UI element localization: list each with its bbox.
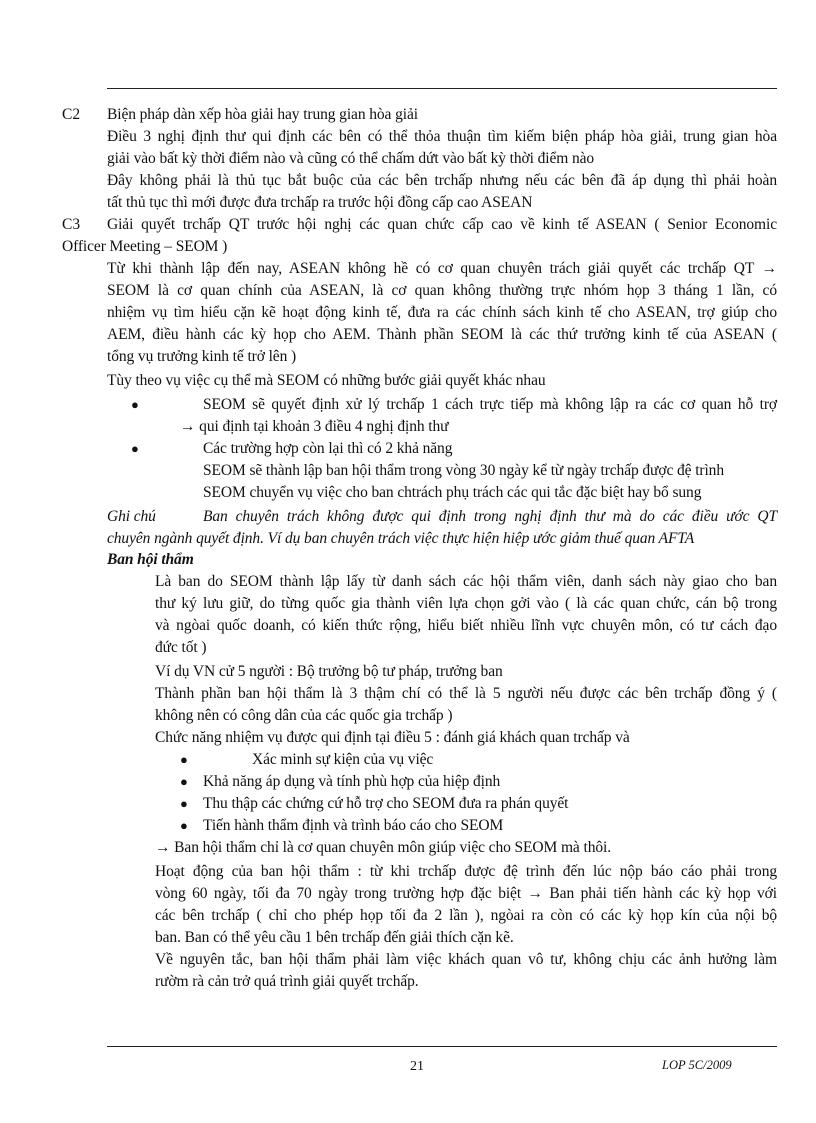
c2-text-line: giải vào bất kỳ thời điểm nào và cũng có thể chấm dứt vào bất kỳ thời điểm nào xyxy=(107,150,595,167)
bht-principle: Về nguyên tắc, ban hội thẩm phải làm việc khách quan vô tư, không chịu các ảnh hưởng làm xyxy=(155,951,777,968)
bht-function-item: Khả năng áp dụng và tính phù hợp của hiệp định xyxy=(203,773,501,790)
note-text-cont: chuyên ngành quyết định. Ví dụ ban chuyên trách việc thực hiện hiệp ước giảm thuế quan AFTA xyxy=(107,530,695,547)
bht-paragraph-line: đức tốt ) xyxy=(155,639,207,656)
footer-class-label: LOP 5C/2009 xyxy=(662,1058,732,1072)
section-c3-heading: Giải quyết trchấp QT trước hội nghị các quan chức cấp cao về kinh tế ASEAN ( Senior Economic xyxy=(107,216,777,233)
bullet-icon: ● xyxy=(131,441,139,456)
bht-activity-line: các bên trchấp ( chỉ cho phép họp tối đa 2 lần ), ngòai ra còn có các kỳ họp kín của nội bộ xyxy=(155,907,777,924)
bht-example: Ví dụ VN cử 5 người : Bộ trưởng bộ tư pháp, trưởng ban xyxy=(155,663,503,680)
bullet-icon: ● xyxy=(180,774,188,789)
bullet-icon: ● xyxy=(180,752,188,767)
c3-bullet-2: Các trường hợp còn lại thì có 2 khả năng xyxy=(203,440,453,457)
bht-composition: Thành phần ban hội thẩm là 3 thậm chí có thể là 5 người nếu được các bên trchấp đồng ý ( xyxy=(155,685,777,702)
bht-function-item: Tiến hành thẩm định và trình báo cáo cho SEOM xyxy=(203,817,504,834)
c3-sub-item: SEOM sẽ thành lập ban hội thẩm trong vòng 30 ngày kể từ ngày trchấp được đệ trình xyxy=(203,462,724,479)
footer-rule xyxy=(107,1046,777,1047)
page-number: 21 xyxy=(410,1059,424,1074)
c2-text-line: Đây không phải là thủ tục bắt buộc của các bên trchấp nhưng nếu các bên đã áp dụng thì phải hoàn xyxy=(107,172,777,189)
c3-paragraph-line: tổng vụ trưởng kinh tế trở lên ) xyxy=(107,348,297,365)
c3-paragraph-line: Từ khi thành lập đến nay, ASEAN không hề có cơ quan chuyên trách giải quyết các trchấp QT → xyxy=(107,260,777,277)
note-label: Ghi chú xyxy=(107,508,156,525)
ban-hoi-tham-heading: Ban hội thẩm xyxy=(107,551,194,568)
bht-activity-line: vòng 60 ngày, tối đa 70 ngày trong trường hợp đặc biệt → Ban phải tiến hành các kỳ họp với xyxy=(155,885,777,902)
bht-paragraph-line: và ngòai quốc doanh, có kiến thức rộng, hiểu biết nhiều lĩnh vực chuyên môn, có tư cách đạo xyxy=(155,617,777,634)
c3-intro: Tùy theo vụ việc cụ thể mà SEOM có những bước giải quyết khác nhau xyxy=(107,372,546,389)
bht-activity-line: ban. Ban có thể yêu cầu 1 bên trchấp đến giải thích cặn kẽ. xyxy=(155,929,514,946)
bht-paragraph-line: Là ban do SEOM thành lập lấy từ danh sách các hội thẩm viên, danh sách này giao cho ban xyxy=(155,573,777,590)
bht-principle-cont: rườm rà cản trở quá trình giải quyết trchấp. xyxy=(155,973,419,990)
c3-bullet-1-cont: → qui định tại khoản 3 điều 4 nghị định thư xyxy=(180,418,449,435)
bullet-icon: ● xyxy=(131,397,139,412)
bht-functions-intro: Chức năng nhiệm vụ được qui định tại điều 5 : đánh giá khách quan trchấp và xyxy=(155,729,630,746)
header-rule xyxy=(107,88,777,89)
bht-function-item: Thu thập các chứng cứ hỗ trợ cho SEOM đưa ra phán quyết xyxy=(203,795,569,812)
bht-composition-cont: không nên có công dân của các quốc gia trchấp ) xyxy=(155,707,453,724)
bullet-icon: ● xyxy=(180,818,188,833)
section-c3-label: C3 xyxy=(62,216,81,233)
bht-function-item: Xác minh sự kiện của vụ việc xyxy=(252,751,434,768)
c2-text-line: tất thủ tục thì mới được đưa trchấp ra trước hội đồng cấp cao ASEAN xyxy=(107,194,533,211)
section-c2-label: C2 xyxy=(62,106,81,123)
bht-activity-line: Hoạt động của ban hội thẩm : từ khi trchấp được đệ trình đến lúc nộp báo cáo phải trong xyxy=(155,863,777,880)
c2-text-line: Điều 3 nghị định thư qui định các bên có thể thỏa thuận tìm kiếm biện pháp hòa giải, trung gian hòa xyxy=(107,128,777,145)
c3-paragraph-line: AEM, điều hành các kỳ họp cho AEM. Thành phần SEOM là các thứ trưởng kinh tế của ASEAN ( xyxy=(107,326,777,343)
bullet-icon: ● xyxy=(180,796,188,811)
c3-sub-item: SEOM chuyển vụ việc cho ban chtrách phụ trách các qui tắc đặc biệt hay bổ sung xyxy=(203,484,702,501)
note-text: Ban chuyên trách không được qui định trong nghị định thư mà do các điều ước QT xyxy=(203,508,777,525)
c3-paragraph-line: SEOM là cơ quan chính của ASEAN, là cơ quan không thường trực nhóm họp 3 tháng 1 lần, có xyxy=(107,282,777,299)
c3-bullet-1: SEOM sẽ quyết định xử lý trchấp 1 cách trực tiếp mà không lập ra các cơ quan hỗ trợ xyxy=(203,396,777,413)
bht-paragraph-line: thư ký lưu giữ, do từng quốc gia thành viên lựa chọn gởi vào ( là các quan chức, cán bộ trong xyxy=(155,595,777,612)
section-c3-heading-cont: Officer Meeting – SEOM ) xyxy=(62,238,228,255)
c3-paragraph-line: nhiệm vụ tìm hiểu cặn kẽ hoạt động kinh tế, đưa ra các chính sách kinh tế cho ASEAN, trợ giúp cho xyxy=(107,304,777,321)
section-c2-heading: Biện pháp dàn xếp hòa giải hay trung gian hòa giải xyxy=(107,106,418,123)
bht-conclusion: → Ban hội thẩm chỉ là cơ quan chuyên môn giúp việc cho SEOM mà thôi. xyxy=(155,839,611,856)
